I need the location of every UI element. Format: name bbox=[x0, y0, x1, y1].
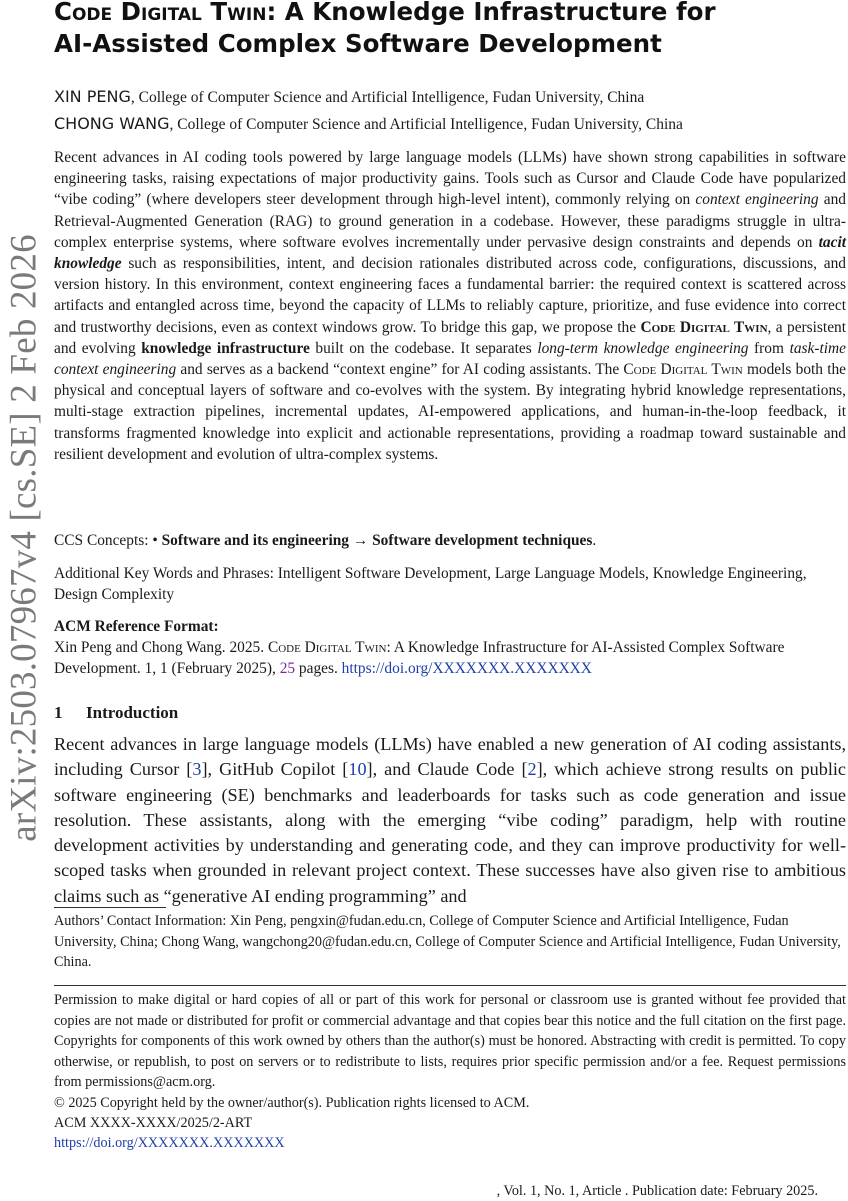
ccs-end: . bbox=[592, 532, 597, 549]
section-heading bbox=[54, 702, 178, 724]
abstract-text: models both the physical and conceptual layers of software and co-evolves with the system. By integrating hybrid knowledge representations, multi-stage extraction pipelines, incremental updates, AI-empowered applications, and human-in-the-loop feedback, it transforms fragmented knowledge into explicit and actionable representations, providing a roadmap toward sustainable and resilient development and evolution of ultra-complex systems. bbox=[54, 361, 847, 463]
ccs-arrow: → bbox=[348, 532, 373, 549]
citation-link[interactable]: 10 bbox=[348, 759, 367, 780]
author-affiliation: , College of Computer Science and Artificial Intelligence, Fudan University, China bbox=[130, 89, 645, 106]
abstract-text: and serves as a backend “context engine” for AI coding assistants. The bbox=[176, 361, 624, 379]
intro-text: ], GitHub Copilot [ bbox=[201, 759, 349, 780]
acm-reference bbox=[54, 616, 846, 679]
abstract-text: Recent advances in AI coding tools powered by large language models (LLMs) have shown strong capabilities in software engineering tasks, raising expectations of major productivity gains. Tools such as Cursor and Claude Code have popularized “vibe coding” (where developers steer development through high-level intent), commonly relying on bbox=[54, 149, 846, 209]
intro-text: ], which achieve strong results on public software engineering (SE) benchmarks and leaderboards for tasks such as code generation and issue resolution. These assistants, along with the emerging “vibe coding” paradigm, help with routine development activities by understanding and generating code, and they can improve productivity for well-scoped tasks when grounded in relevant project context. These successes have also given rise to ambitious claims such as “generative AI ending programming” and bbox=[54, 759, 847, 906]
author-entry bbox=[54, 84, 834, 111]
abstract-text: built on the codebase. It separates bbox=[309, 339, 538, 357]
title-line1-rest: : A Knowledge Infrastructure for bbox=[266, 0, 716, 26]
footnote-divider bbox=[54, 907, 166, 908]
abstract-emph: context engineering bbox=[695, 191, 819, 209]
section-title: Introduction bbox=[86, 703, 179, 722]
permission-divider bbox=[54, 985, 846, 986]
citation-link[interactable]: 3 bbox=[192, 759, 202, 780]
author-list bbox=[54, 84, 834, 138]
ccs-label: CCS Concepts: • bbox=[54, 532, 162, 549]
permission-notice: Permission to make digital or hard copies of all or part of this work for personal or classroom use is granted without fee provided that copies are not made or distributed for profit or commercial advantage and that copies bear this notice and the full citation on the first page. Copyrights for components of this work owned by others than the author(s) must be honored. Abstracting with credit is permitted. To copy otherwise, or republish, to post on servers or to redistribute to lists, requires prior specific permission and/or a fee. Request permissions from permissions@acm.org. bbox=[54, 992, 846, 1090]
intro-text: ], and Claude Code [ bbox=[366, 759, 528, 780]
acm-reference-text bbox=[54, 637, 846, 679]
abstract-text: from bbox=[748, 339, 790, 357]
author-name: XIN PENG bbox=[54, 87, 131, 106]
abstract-text: , a persistent and evolving bbox=[54, 318, 846, 357]
acm-reference-heading: ACM Reference Format: bbox=[54, 618, 219, 635]
author-affiliation: , College of Computer Science and Artificial Intelligence, Fudan University, China bbox=[169, 116, 683, 133]
abstract-emph: long-term knowledge engineering bbox=[537, 339, 749, 357]
section-number: 1 bbox=[54, 703, 63, 722]
page-footer: , Vol. 1, No. 1, Article . Publication date: February 2025. bbox=[496, 1183, 818, 1199]
intro-text: Recent advances in large language models (LLMs) have enabled a new generation of AI coding assistants, including Cursor [ bbox=[54, 734, 846, 780]
page-count-link[interactable]: 25 bbox=[279, 660, 296, 677]
author-name: CHONG WANG bbox=[54, 114, 170, 133]
acm-ref-text: pages. bbox=[295, 660, 342, 677]
ccs-concept: Software and its engineering bbox=[161, 532, 349, 549]
acm-number: ACM XXXX-XXXX/2025/2-ART bbox=[54, 1115, 253, 1131]
abstract-text: such as responsibilities, intent, and decision rationales distributed across code, configurations, discussions, and version history. In this environment, context engineering faces a fundamental barrier: the required context is scattered across artifacts and entangled across time, beyond the capacity of LLMs to reliably capture, prioritize, and fuse evidence into correct and trustworthy decisions, even as context windows grow. To bridge this gap, we propose the bbox=[54, 255, 846, 336]
abstract-text: and Retrieval-Augmented Generation (RAG) to ground generation in a codebase. However, these paradigms struggle in ultra-complex enterprise systems, where software evolves incrementally under pervasive design constraints and depends on bbox=[54, 191, 846, 251]
acm-ref-text: Xin Peng and Chong Wang. 2025. bbox=[54, 639, 268, 656]
paper-title bbox=[54, 0, 834, 60]
abstract bbox=[54, 147, 846, 465]
abstract-emph: task-time context engineering bbox=[54, 339, 846, 379]
acm-ref-cdt: Code Digital Twin bbox=[267, 639, 387, 656]
doi-link[interactable]: https://doi.org/XXXXXXX.XXXXXXX bbox=[341, 660, 592, 677]
author-entry bbox=[54, 111, 834, 138]
ccs-concept: Software development techniques bbox=[372, 532, 593, 549]
title-code-digital-twin: Code Digital Twin bbox=[54, 0, 267, 26]
abstract-emph-bold: tacit knowledge bbox=[54, 233, 846, 273]
citation-link[interactable]: 2 bbox=[527, 759, 537, 780]
keywords: Additional Key Words and Phrases: Intelligent Software Development, Large Language Models, Knowledge Engineering, Design Complexity bbox=[54, 565, 807, 603]
intro-paragraph bbox=[54, 732, 846, 909]
author-contact-info: Authors’ Contact Information: Xin Peng, pengxin@fudan.edu.cn, College of Computer Science and Artificial Intelligence, Fudan University, China; Chong Wang, wangchong20@fudan.edu.cn, College of Computer Science and Artificial Intelligence, Fudan University, China. bbox=[54, 913, 841, 970]
arxiv-sidebar bbox=[2, 178, 46, 898]
footer-doi-link[interactable]: https://doi.org/XXXXXXX.XXXXXXX bbox=[54, 1135, 285, 1151]
copyright-line: © 2025 Copyright held by the owner/author(s). Publication rights licensed to ACM. bbox=[54, 1095, 530, 1111]
title-line2: AI-Assisted Complex Software Development bbox=[54, 29, 662, 58]
copyright-block bbox=[54, 1093, 846, 1153]
acm-ref-text: : A Knowledge Infrastructure for AI-Assisted Complex Software Development. 1, 1 (February 2025), bbox=[54, 639, 785, 677]
abstract-cdt: Code Digital Twin bbox=[623, 361, 743, 379]
abstract-cdt: Code Digital Twin bbox=[640, 318, 768, 336]
ccs-concepts bbox=[54, 530, 846, 551]
arxiv-identifier: arXiv:2503.07967v4 [cs.SE] 2 Feb 2026 bbox=[3, 234, 45, 842]
abstract-bold: knowledge infrastructure bbox=[141, 339, 310, 357]
